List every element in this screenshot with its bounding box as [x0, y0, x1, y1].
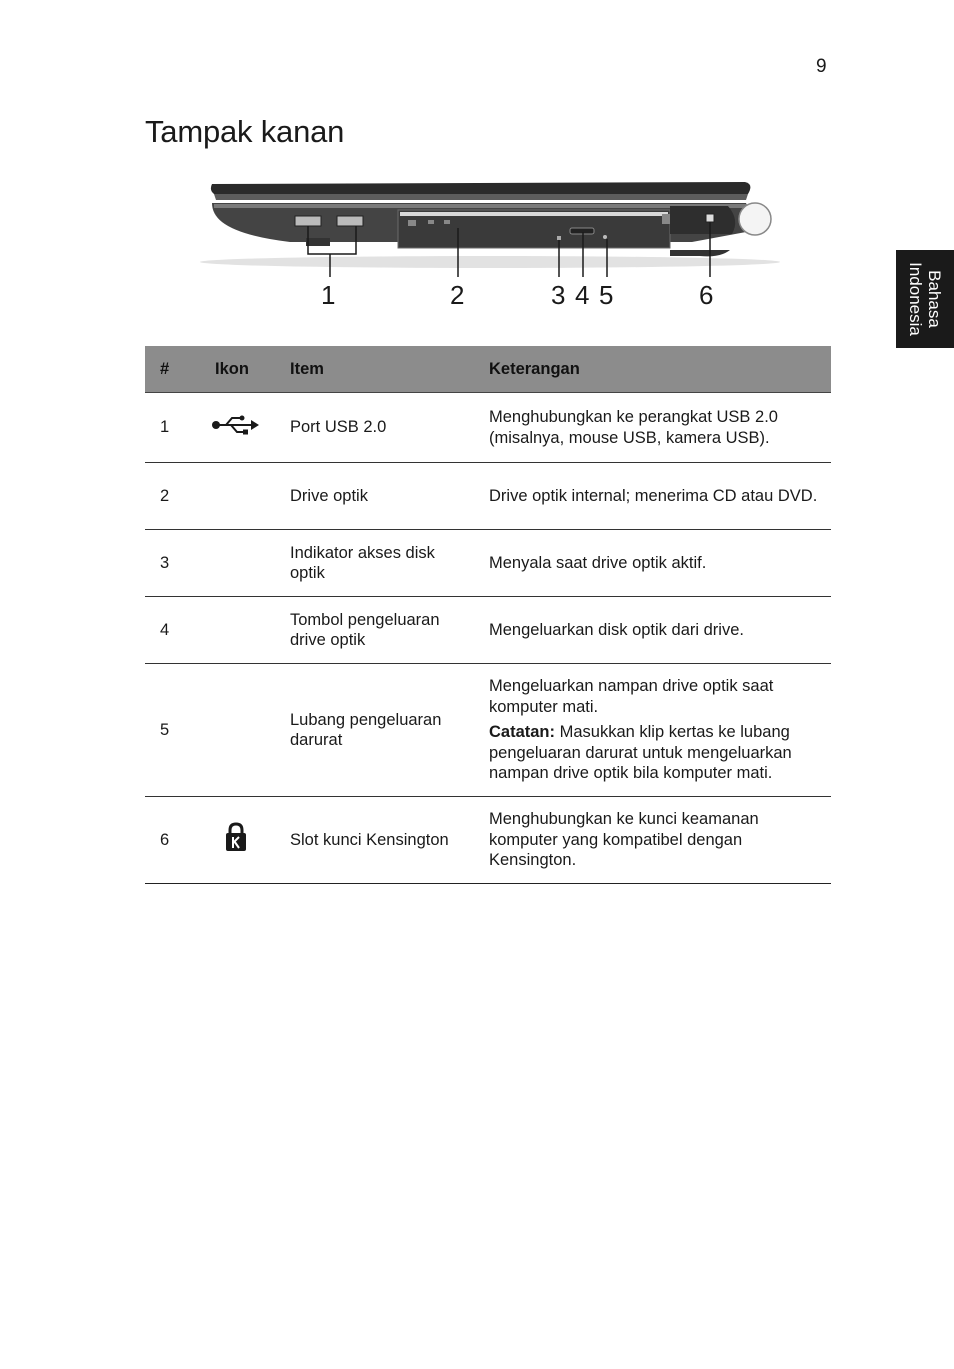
- row-icon: [200, 597, 275, 664]
- row-icon: [200, 393, 275, 463]
- row-desc: [474, 664, 831, 797]
- lid-edge: [214, 194, 748, 200]
- table-row: [145, 530, 831, 597]
- row-num: 3: [145, 530, 200, 597]
- row-num: 6: [145, 797, 200, 884]
- drive-mark-1: [408, 220, 416, 226]
- table-row: [145, 797, 831, 884]
- row-icon: [200, 463, 275, 530]
- row-desc-text: Drive optik internal; menerima CD atau DVD.: [489, 486, 818, 505]
- table-row: [145, 664, 831, 797]
- language-tab-line-1: Bahasa: [925, 270, 944, 328]
- drive-indicator: [557, 236, 561, 240]
- port-spec-table: [145, 346, 831, 884]
- row-icon: [200, 797, 275, 884]
- drive-mark-3: [444, 220, 450, 224]
- page-number: 9: [816, 56, 827, 77]
- base-top-edge: [214, 204, 746, 208]
- header-item: Item: [275, 346, 474, 393]
- drive-logo-mark: [662, 214, 670, 224]
- usb-icon: [211, 415, 261, 435]
- row-desc: [474, 597, 831, 664]
- drive-mark-2: [428, 220, 434, 224]
- row-desc: [474, 393, 831, 463]
- drive-eject-button: [570, 228, 594, 234]
- header-desc: Keterangan: [474, 346, 831, 393]
- table-row: [145, 597, 831, 664]
- header-num: #: [145, 346, 200, 393]
- base-foot: [306, 238, 330, 246]
- note-label: Catatan:: [489, 723, 556, 742]
- row-desc-text: Menghubungkan ke kunci keamanan komputer yang kompatibel dengan Kensington.: [489, 810, 759, 870]
- laptop-right-side-illustration: [200, 170, 790, 320]
- table-header-row: [145, 346, 831, 393]
- row-item: Slot kunci Kensington: [275, 797, 474, 884]
- row-icon: [200, 664, 275, 797]
- row-item: Lubang pengeluaran darurat: [275, 664, 474, 797]
- callout-3: 3: [551, 280, 566, 310]
- row-icon: [200, 530, 275, 597]
- laptop-lid: [211, 182, 751, 194]
- row-desc-text: Menyala saat drive optik aktif.: [489, 553, 707, 572]
- row-note: [489, 722, 823, 784]
- row-desc-text: Mengeluarkan disk optik dari drive.: [489, 620, 744, 639]
- row-desc: [474, 530, 831, 597]
- row-desc-text: Mengeluarkan nampan drive optik saat komputer mati.: [489, 677, 774, 716]
- header-icon: Ikon: [200, 346, 275, 393]
- row-item: Drive optik: [275, 463, 474, 530]
- callout-6: 6: [699, 280, 714, 310]
- table-row: [145, 463, 831, 530]
- hinge-cylinder: [739, 203, 771, 235]
- row-num: 4: [145, 597, 200, 664]
- row-num: 1: [145, 393, 200, 463]
- row-desc: [474, 463, 831, 530]
- drive-highlight: [400, 212, 668, 216]
- callout-1: 1: [321, 280, 336, 310]
- usb-port-1: [295, 216, 321, 226]
- page-title: Tampak kanan: [145, 114, 345, 149]
- laptop-right-side-figure: [200, 170, 790, 320]
- row-num: 2: [145, 463, 200, 530]
- callout-4: 4: [575, 280, 590, 310]
- laptop-shadow: [200, 256, 780, 268]
- language-tab-line-2: Indonesia: [906, 262, 925, 336]
- row-desc-text: Menghubungkan ke perangkat USB 2.0 (misalnya, mouse USB, kamera USB).: [489, 408, 778, 447]
- row-item: Tombol pengeluaran drive optik: [275, 597, 474, 664]
- rear-wedge: [670, 206, 735, 234]
- kensington-slot: [706, 214, 714, 222]
- callout-2: 2: [450, 280, 465, 310]
- row-num: 5: [145, 664, 200, 797]
- table-row: [145, 393, 831, 463]
- row-item: Indikator akses disk optik: [275, 530, 474, 597]
- kensington-lock-icon: [225, 822, 247, 852]
- callout-5: 5: [599, 280, 614, 310]
- row-desc: [474, 797, 831, 884]
- usb-port-2: [337, 216, 363, 226]
- note-text: Masukkan klip kertas ke lubang pengeluaran darurat untuk mengeluarkan nampan drive optik bila komputer mati.: [489, 723, 792, 783]
- row-item: Port USB 2.0: [275, 393, 474, 463]
- language-side-tab: [896, 250, 954, 348]
- rear-foot: [670, 250, 730, 256]
- language-tab-label: [906, 262, 944, 336]
- emergency-eject-hole: [603, 235, 607, 239]
